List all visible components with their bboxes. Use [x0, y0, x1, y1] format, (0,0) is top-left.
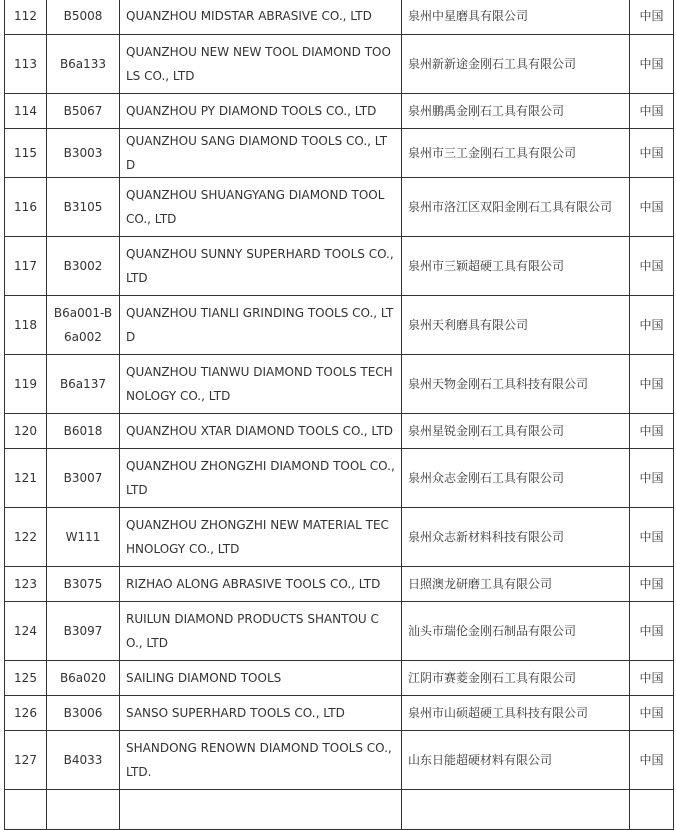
- company-name-cn: 泉州众志新材料科技有限公司: [402, 508, 630, 567]
- company-name-en: QUANZHOU NEW NEW TOOL DIAMOND TOOLS CO., LTD: [120, 35, 402, 94]
- booth-number: B6a001-B6a002: [47, 296, 120, 355]
- country: 中国: [630, 35, 674, 94]
- table-row: [5, 178, 674, 237]
- row-number: 116: [5, 178, 47, 237]
- table-row: [5, 731, 674, 790]
- booth-number: B6018: [47, 414, 120, 449]
- country: 中国: [630, 696, 674, 731]
- table-row: [5, 508, 674, 567]
- company-name-en: QUANZHOU ZHONGZHI NEW MATERIAL TECHNOLOGY CO., LTD: [120, 508, 402, 567]
- country: 中国: [630, 0, 674, 35]
- company-name-cn: 泉州市洛江区双阳金刚石工具有限公司: [402, 178, 630, 237]
- company-name-cn: 泉州中星磨具有限公司: [402, 0, 630, 35]
- company-name-cn: 泉州天利磨具有限公司: [402, 296, 630, 355]
- table-row: [5, 567, 674, 602]
- booth-number: B5008: [47, 0, 120, 35]
- row-number: 112: [5, 0, 47, 35]
- company-name-en: QUANZHOU PY DIAMOND TOOLS CO., LTD: [120, 94, 402, 129]
- booth-number: B6a020: [47, 661, 120, 696]
- row-number: 126: [5, 696, 47, 731]
- row-number: 122: [5, 508, 47, 567]
- company-name-en: RUILUN DIAMOND PRODUCTS SHANTOU CO., LTD: [120, 602, 402, 661]
- company-name-cn: 泉州市三工金刚石工具有限公司: [402, 129, 630, 178]
- table-row: [5, 129, 674, 178]
- table-row: [5, 696, 674, 731]
- exhibitor-table-body: [5, 0, 674, 830]
- company-name-cn: 泉州星锐金刚石工具有限公司: [402, 414, 630, 449]
- company-name-en: QUANZHOU SHUANGYANG DIAMOND TOOL CO., LTD: [120, 178, 402, 237]
- country: 中国: [630, 355, 674, 414]
- company-name-en: RIZHAO ALONG ABRASIVE TOOLS CO., LTD: [120, 567, 402, 602]
- country: 中国: [630, 602, 674, 661]
- company-name-en: QUANZHOU MIDSTAR ABRASIVE CO., LTD: [120, 0, 402, 35]
- booth-number: B3007: [47, 449, 120, 508]
- row-number: 115: [5, 129, 47, 178]
- country: 中国: [630, 567, 674, 602]
- booth-number: B6a133: [47, 35, 120, 94]
- country: 中国: [630, 661, 674, 696]
- country: 中国: [630, 178, 674, 237]
- country: 中国: [630, 237, 674, 296]
- company-name-cn: 汕头市瑞伦金刚石制品有限公司: [402, 602, 630, 661]
- row-number: 124: [5, 602, 47, 661]
- company-name-en: QUANZHOU TIANWU DIAMOND TOOLS TECHNOLOGY CO., LTD: [120, 355, 402, 414]
- company-name-en: SANSO SUPERHARD TOOLS CO., LTD: [120, 696, 402, 731]
- country: 中国: [630, 296, 674, 355]
- empty-cell: [5, 790, 47, 830]
- table-row: [5, 0, 674, 35]
- booth-number: W111: [47, 508, 120, 567]
- company-name-en: QUANZHOU SUNNY SUPERHARD TOOLS CO., LTD: [120, 237, 402, 296]
- table-row: [5, 661, 674, 696]
- booth-number: B3075: [47, 567, 120, 602]
- empty-cell: [47, 790, 120, 830]
- company-name-en: SHANDONG RENOWN DIAMOND TOOLS CO., LTD.: [120, 731, 402, 790]
- booth-number: B5067: [47, 94, 120, 129]
- company-name-cn: 山东日能超硬材料有限公司: [402, 731, 630, 790]
- country: 中国: [630, 731, 674, 790]
- booth-number: B3097: [47, 602, 120, 661]
- company-name-en: QUANZHOU SANG DIAMOND TOOLS CO., LTD: [120, 129, 402, 178]
- row-number: 117: [5, 237, 47, 296]
- booth-number: B6a137: [47, 355, 120, 414]
- company-name-en: QUANZHOU XTAR DIAMOND TOOLS CO., LTD: [120, 414, 402, 449]
- row-number: 120: [5, 414, 47, 449]
- table-row: [5, 237, 674, 296]
- company-name-en: SAILING DIAMOND TOOLS: [120, 661, 402, 696]
- booth-number: B3105: [47, 178, 120, 237]
- company-name-cn: 泉州市山硕超硬工具科技有限公司: [402, 696, 630, 731]
- row-number: 123: [5, 567, 47, 602]
- table-row: [5, 296, 674, 355]
- company-name-cn: 泉州市三颖超硬工具有限公司: [402, 237, 630, 296]
- table-row: [5, 449, 674, 508]
- country: 中国: [630, 129, 674, 178]
- country: 中国: [630, 414, 674, 449]
- table-row: [5, 355, 674, 414]
- booth-number: B3006: [47, 696, 120, 731]
- row-number: 113: [5, 35, 47, 94]
- row-number: 119: [5, 355, 47, 414]
- company-name-en: QUANZHOU ZHONGZHI DIAMOND TOOL CO., LTD: [120, 449, 402, 508]
- table-row: [5, 94, 674, 129]
- booth-number: B4033: [47, 731, 120, 790]
- row-number: 125: [5, 661, 47, 696]
- booth-number: B3003: [47, 129, 120, 178]
- row-number: 127: [5, 731, 47, 790]
- company-name-cn: 泉州新新途金刚石工具有限公司: [402, 35, 630, 94]
- row-number: 121: [5, 449, 47, 508]
- company-name-cn: 泉州天物金刚石工具科技有限公司: [402, 355, 630, 414]
- empty-cell: [402, 790, 630, 830]
- country: 中国: [630, 449, 674, 508]
- exhibitor-table: [4, 0, 674, 830]
- company-name-cn: 泉州众志金刚石工具有限公司: [402, 449, 630, 508]
- country: 中国: [630, 508, 674, 567]
- company-name-en: QUANZHOU TIANLI GRINDING TOOLS CO., LTD: [120, 296, 402, 355]
- empty-cell: [120, 790, 402, 830]
- table-row: [5, 602, 674, 661]
- company-name-cn: 江阴市赛菱金刚石工具有限公司: [402, 661, 630, 696]
- table-row: [5, 414, 674, 449]
- booth-number: B3002: [47, 237, 120, 296]
- company-name-cn: 日照澳龙研磨工具有限公司: [402, 567, 630, 602]
- table-row: [5, 790, 674, 830]
- table-row: [5, 35, 674, 94]
- row-number: 118: [5, 296, 47, 355]
- company-name-cn: 泉州鹏禹金刚石工具有限公司: [402, 94, 630, 129]
- country: 中国: [630, 94, 674, 129]
- empty-cell: [630, 790, 674, 830]
- row-number: 114: [5, 94, 47, 129]
